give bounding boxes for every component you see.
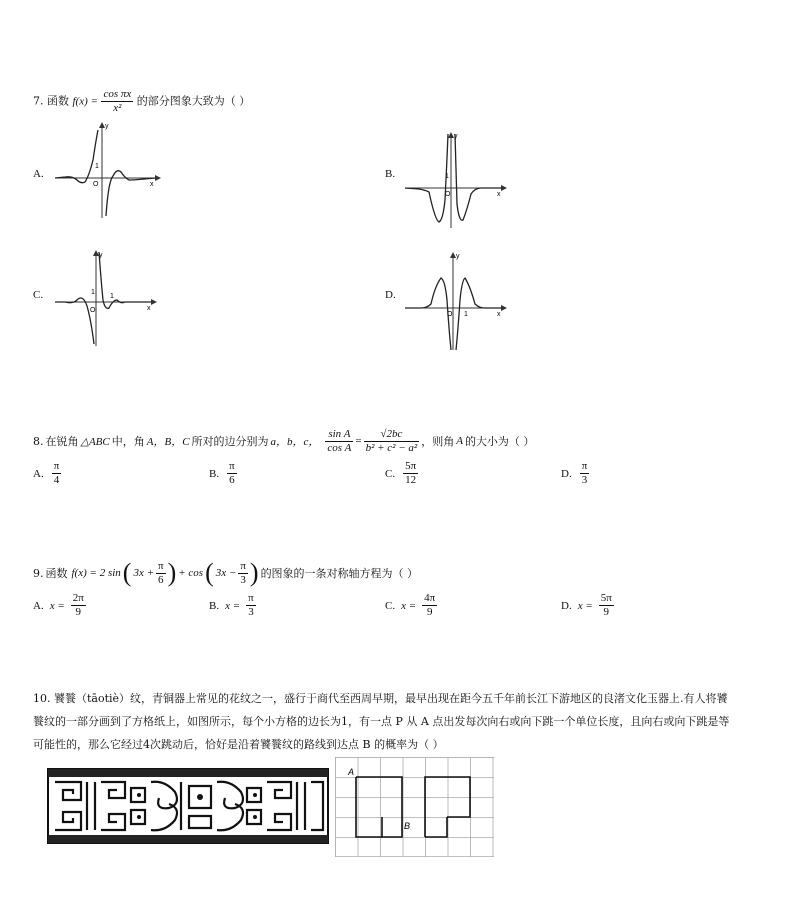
q9-option-d-pre: x = bbox=[577, 599, 593, 612]
q8-stem bbox=[33, 424, 534, 458]
q8-eq-left bbox=[325, 428, 353, 455]
q9-frac2 bbox=[238, 560, 248, 587]
one-label: 1 bbox=[445, 173, 449, 180]
q9-lead: 函数 bbox=[45, 567, 68, 580]
q8-eq-right-num: √2bc bbox=[364, 428, 420, 442]
q8-stem-a: 在锐角 bbox=[45, 435, 79, 448]
q8-option-c[interactable] bbox=[385, 460, 418, 487]
origin-label: O bbox=[447, 311, 453, 318]
x-arrow-icon bbox=[501, 305, 507, 311]
frac-den: 9 bbox=[426, 606, 433, 618]
q7-frac-den: x² bbox=[113, 102, 122, 114]
q8-option-a[interactable] bbox=[33, 460, 61, 487]
y-label: y bbox=[99, 252, 103, 259]
q8-option-c-frac bbox=[403, 460, 418, 487]
grid-label-a: A bbox=[348, 767, 355, 777]
q8-angle-a: A bbox=[456, 435, 463, 447]
frac-den: 3 bbox=[240, 573, 246, 586]
close-paren: ) bbox=[249, 558, 259, 587]
q8-stem-c: 所对的边分别为 bbox=[191, 435, 269, 448]
frac-den: 12 bbox=[405, 474, 417, 486]
q9-option-d-frac bbox=[599, 592, 614, 619]
q9-expr-d: 3x − bbox=[215, 567, 237, 579]
frac-num: π bbox=[248, 592, 254, 604]
y-label: y bbox=[105, 123, 109, 130]
q8-stem-b: 中，角 bbox=[111, 435, 145, 448]
q7-graph-a[interactable] bbox=[55, 120, 165, 220]
q9-stem bbox=[33, 556, 418, 590]
frac-num: 2π bbox=[72, 592, 84, 604]
frac-num: π bbox=[240, 559, 246, 572]
curve bbox=[55, 130, 155, 216]
q9-option-c-pre: x = bbox=[401, 599, 417, 612]
q9-expr-b: 3x + bbox=[133, 567, 155, 579]
x-label: x bbox=[150, 181, 154, 188]
one-label: 1 bbox=[91, 289, 95, 296]
close-paren: ) bbox=[167, 558, 177, 587]
frac-den: 4 bbox=[53, 474, 60, 486]
q10-line-3: 可能性的，那么它经过4次跳动后，恰好是沿着饕餮纹的路线到达点 B 的概率为（ ） bbox=[33, 738, 444, 751]
frac-num: 5π bbox=[405, 460, 417, 472]
q8-option-d-label: D. bbox=[561, 467, 572, 480]
frac-num: π bbox=[158, 559, 164, 572]
q7-stem bbox=[33, 88, 250, 118]
one-label: 1 bbox=[95, 163, 99, 170]
x-arrow-icon bbox=[501, 185, 507, 191]
q8-option-d[interactable] bbox=[561, 460, 589, 487]
q8-stem-d: ，则角 bbox=[421, 435, 455, 448]
q7-option-c-label: C. bbox=[33, 289, 44, 301]
open-paren: ( bbox=[122, 558, 132, 587]
grid-lines bbox=[335, 757, 495, 857]
frac-num: 4π bbox=[424, 592, 436, 604]
x-label: x bbox=[147, 305, 151, 312]
q9-option-d[interactable] bbox=[561, 592, 614, 619]
q9-option-c-frac bbox=[422, 592, 437, 619]
grid-label-b: B bbox=[404, 821, 411, 831]
frac-den: 3 bbox=[248, 606, 254, 618]
q8-stem-e: 的大小为（ ） bbox=[464, 435, 535, 448]
q10-line-1: 10. 饕餮（tāotiè）纹，青铜器上常见的花纹之一，盛行于商代至西周早期，最早出现在距今五千年前长江下游地区的良渚文化玉器上.有人将饕 bbox=[33, 692, 728, 705]
q9-option-a[interactable] bbox=[33, 592, 86, 619]
q7-graph-b[interactable] bbox=[405, 130, 515, 230]
q9-option-b-frac bbox=[246, 592, 256, 619]
y-label: y bbox=[456, 253, 460, 260]
frac-num: π bbox=[581, 460, 588, 472]
y-label: y bbox=[454, 133, 458, 140]
q8-eq-left-den: cos A bbox=[327, 441, 352, 454]
q8-option-c-label: C. bbox=[385, 467, 396, 480]
taotie-path bbox=[356, 777, 470, 837]
q9-option-b-label: B. bbox=[209, 599, 220, 612]
q9-option-c-label: C. bbox=[385, 599, 396, 612]
q7-option-a-label: A. bbox=[33, 168, 44, 180]
frac-den: 6 bbox=[229, 474, 235, 486]
frac-den: 3 bbox=[581, 474, 588, 486]
q8-option-a-label: A. bbox=[33, 467, 44, 480]
q9-option-a-frac bbox=[71, 592, 86, 619]
origin-label: O bbox=[445, 191, 451, 198]
taotie-path-mid bbox=[425, 817, 447, 837]
x-arrow-icon bbox=[155, 175, 161, 181]
q10-line-2: 餮纹的一部分画到了方格纸上，如图所示，每个小方格的边长为1，有一点 P 从 A 点出发每次向右或向下跳一个单位长度，且向右或向下跳是等 bbox=[33, 715, 730, 728]
q7-graph-d[interactable] bbox=[405, 250, 515, 355]
q7-lead: 函数 bbox=[47, 94, 69, 108]
q7-graph-c[interactable] bbox=[55, 250, 165, 350]
x-label: x bbox=[497, 311, 501, 318]
q10-grid-figure bbox=[335, 757, 495, 859]
q9-tail: 的图象的一条对称轴方程为（ ） bbox=[260, 567, 419, 580]
q7-frac-num: cos πx bbox=[103, 88, 132, 100]
one-x-label: 1 bbox=[110, 293, 114, 300]
q9-expr-a: f(x) = 2 sin bbox=[71, 567, 121, 579]
taotie-pattern-image bbox=[47, 768, 329, 844]
origin-label: O bbox=[90, 307, 96, 314]
q8-option-b-frac bbox=[227, 460, 237, 487]
q8-eq-left-num: sin A bbox=[325, 428, 353, 442]
q9-expr-c: + cos bbox=[178, 567, 204, 579]
q8-equals: = bbox=[355, 435, 362, 447]
q8-option-d-frac bbox=[580, 460, 590, 487]
origin-label: O bbox=[93, 181, 99, 188]
q9-frac1 bbox=[156, 560, 166, 587]
q7-option-d-label: D. bbox=[385, 289, 396, 301]
q8-triangle: △ABC bbox=[80, 435, 110, 448]
q8-option-b-label: B. bbox=[209, 467, 220, 480]
q7-func: f(x) = bbox=[72, 95, 98, 108]
x-arrow-icon bbox=[151, 299, 157, 305]
frac-num: π bbox=[53, 460, 60, 472]
q9-option-b-pre: x = bbox=[225, 599, 241, 612]
x-label: x bbox=[497, 191, 501, 198]
frac-den: 6 bbox=[158, 573, 164, 586]
q9-option-c[interactable] bbox=[385, 592, 437, 619]
q8-eq-right-den: b² + c² − a² bbox=[365, 441, 418, 454]
frac-num: 5π bbox=[600, 592, 612, 604]
q7-fraction bbox=[101, 88, 133, 115]
q8-option-b[interactable] bbox=[209, 460, 237, 487]
q8-eq-right bbox=[364, 428, 420, 455]
q8-option-a-frac bbox=[52, 460, 62, 487]
q7-number: 7. bbox=[33, 94, 44, 108]
q8-sides: a，b，c， bbox=[270, 436, 320, 448]
taotie-path-bottom bbox=[356, 777, 382, 837]
q7-tail: 的部分图象大致为（ ） bbox=[136, 94, 251, 108]
frac-den: 9 bbox=[603, 606, 610, 618]
q9-option-a-label: A. bbox=[33, 599, 44, 612]
q9-option-d-label: D. bbox=[561, 599, 572, 612]
open-paren: ( bbox=[205, 558, 214, 587]
q8-angles: A，B，C bbox=[146, 436, 190, 448]
curve bbox=[55, 252, 151, 344]
q8-number: 8. bbox=[33, 434, 44, 448]
one-x-label: 1 bbox=[464, 311, 468, 318]
q9-option-a-pre: x = bbox=[49, 599, 65, 612]
curve bbox=[405, 134, 501, 222]
q9-option-b[interactable] bbox=[209, 592, 256, 619]
q7-option-b-label: B. bbox=[385, 168, 396, 180]
frac-num: π bbox=[229, 460, 235, 472]
q9-number: 9. bbox=[33, 566, 44, 580]
frac-den: 9 bbox=[75, 606, 82, 618]
